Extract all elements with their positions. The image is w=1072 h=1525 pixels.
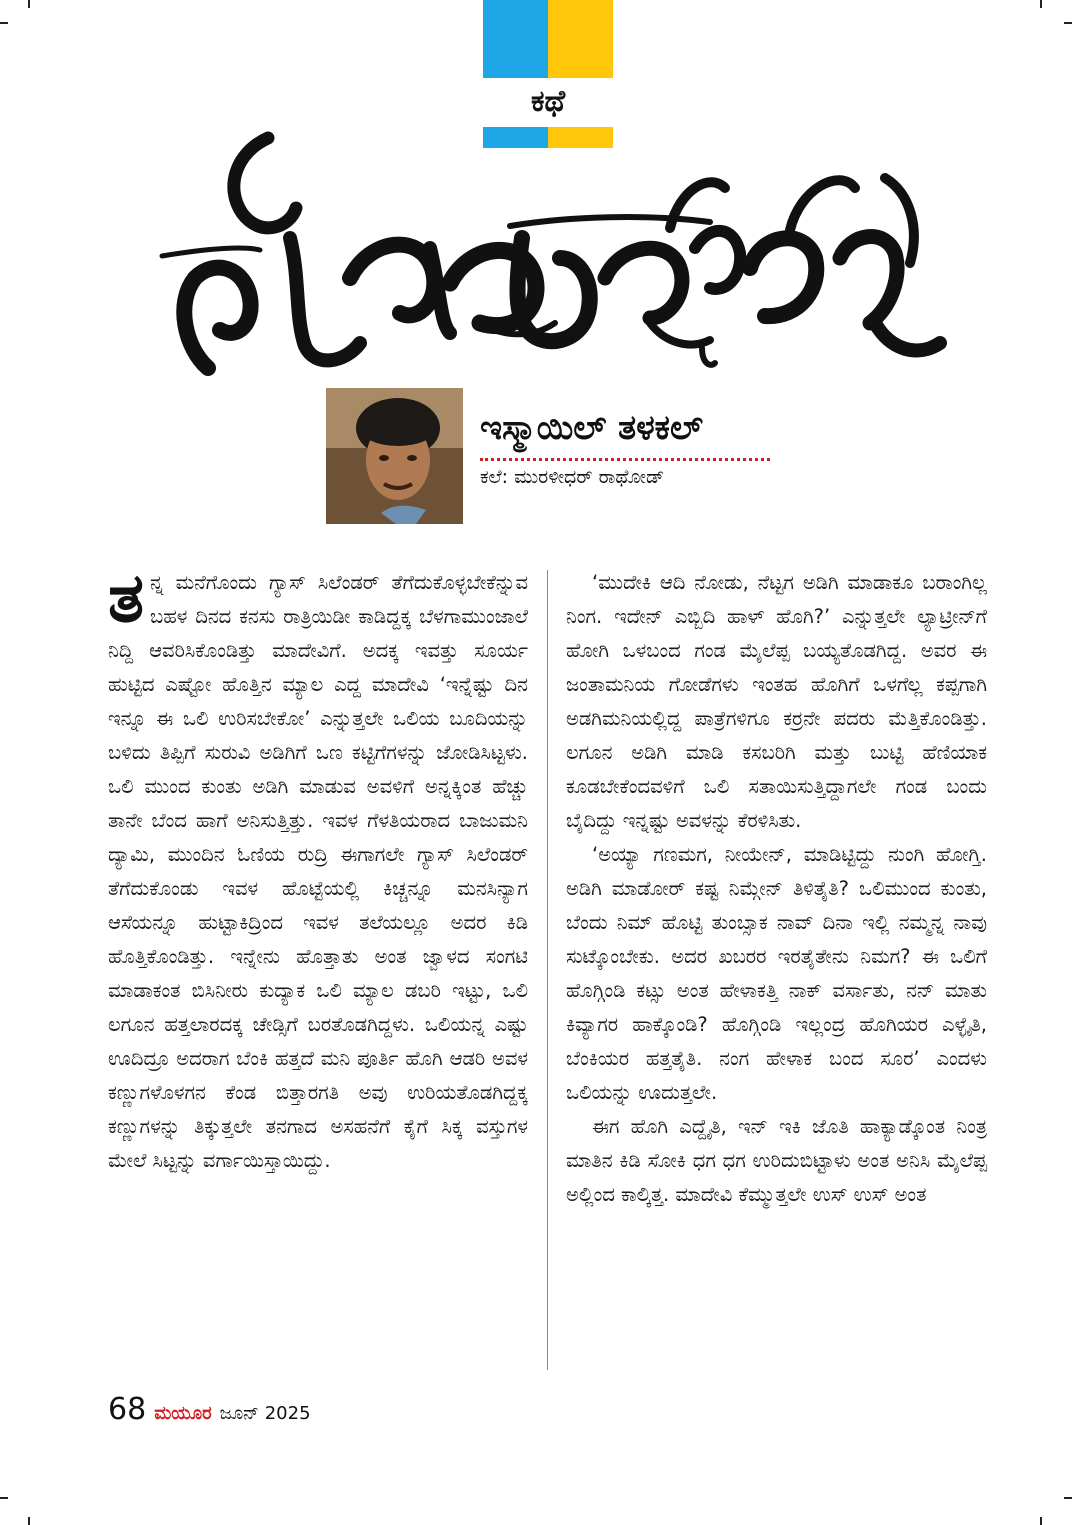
article-paragraph [108, 559, 528, 1178]
magazine-name: ಮಯೂರ [154, 1403, 212, 1424]
crop-mark [1040, 0, 1042, 8]
drop-cap: ತ [108, 559, 145, 638]
illustration-credit: ಕಲೆ: ಮುರಳೀಧರ್ ರಾಥೋಡ್ [480, 466, 665, 488]
author-photo [326, 388, 463, 524]
article-paragraph: ‘ಮುದೇಕಿ ಆದಿ ನೋಡು, ನೆಟ್ಟಗ ಅಡಿಗಿ ಮಾಡಾಕೂ ಬರಾಂಗಿಲ್ಲ ನಿಂಗ. ಇದೇನ್ ಎಬ್ಬಿದಿ ಹಾಳ್ ಹೊಗಿ?’ ಎನ್ನುತ್ತಲೇ ಲ್ಯಾಟ್ರೀನ್‌ಗೆ ಹೋಗಿ ಒಳಬಂದ ಗಂಡ ಮೈಲೆಪ್ಪ ಬಯ್ಯತೊಡಗಿದ್ದ. ಅವರ ಈ ಜಂತಾಮನಿಯ ಗೋಡೆಗಳು ಇಂತಹ ಹೊಗಿಗೆ ಒಳಗೆಲ್ಲ ಕಪ್ಪಗಾಗಿ ಅಡಗಿಮನಿಯಲ್ಲಿದ್ದ ಪಾತ್ರೆಗಳಿಗೂ ಕರ್ರನೇ ಪದರು ಮೆತ್ತಿಕೊಂಡಿತ್ತು. ಲಗೂನ ಅಡಿಗಿ ಮಾಡಿ ಕಸಬರಿಗಿ ಮತ್ತು ಬುಟ್ಟಿ ಹೆಣಿಯಾಕ ಕೂಡಬೇಕೆಂದವಳಿಗೆ ಒಲಿ ಸತಾಯಿಸುತ್ತಿದ್ದಾಗಲೇ ಗಂಡ ಬಂದು ಬೈದಿದ್ದು ಇನ್ನಷ್ಟು ಅವಳನ್ನು ಕೆರಳಿಸಿತು. [566, 571, 987, 832]
crop-mark [28, 0, 30, 8]
author-divider [480, 458, 770, 461]
crop-mark [1064, 22, 1072, 24]
article-paragraph: ಈಗ ಹೊಗಿ ಎದ್ದೈತಿ, ಇನ್ ಇಕಿ ಜೊತಿ ಹಾಕ್ಯಾಡ್ಕೊಂತ ನಿಂತ್ರ ಮಾತಿನ ಕಿಡಿ ಸೋಕಿ ಧಗ ಧಗ ಉರಿದುಬಿಟ್ಟಾಳು ಅಂತ ಅನಿಸಿ ಮೈಲೆಪ್ಪ ಅಲ್ಲಿಂದ ಕಾಲ್ಕಿತ್ತ. ಮಾದೇವಿ ಕೆಮ್ಮುತ್ತಲೇ ಉಸ್ ಉಸ್ ಅಂತ [566, 1115, 987, 1206]
crop-mark [1040, 1517, 1042, 1525]
author-name: ಇಸ್ಮಾಯಿಲ್ ತಳಕಲ್ [480, 408, 704, 448]
article-column-left [108, 559, 528, 1178]
crop-mark [28, 1517, 30, 1525]
article-paragraph: ‘ಅಯ್ಯಾ ಗಣಮಗ, ನೀಯೇನ್, ಮಾಡಿಟ್ಟಿದ್ದು ನುಂಗಿ ಹೋಗ್ತಿ. ಅಡಿಗಿ ಮಾಡೋರ್ ಕಷ್ಟ ನಿಮ್ಗೇನ್ ತಿಳಿತೈತಿ? ಒಲಿಮುಂದ ಕುಂತು, ಬೆಂದು ನಿಮ್ ಹೊಟ್ಟಿ ತುಂಬ್ಸಾಕ ನಾವ್ ದಿನಾ ಇಲ್ಲಿ ನಮ್ಮನ್ನ ನಾವು ಸುಟ್ಕೊಂಬೇಕು. ಅದರ ಖಬರರ ಇರತೈತೇನು ನಿಮಗ? ಈ ಒಲಿಗೆ ಹೊಗ್ಗಿಂಡಿ ಕಟ್ಸು ಅಂತ ಹೇಳಾಕತ್ತಿ ನಾಕ್ ವರ್ಸಾತು, ನನ್ ಮಾತು ಕಿವ್ಯಾಗರ ಹಾಕ್ಕೊಂಡಿ? ಹೊಗ್ಗಿಂಡಿ ಇಲ್ಲಂದ್ರ ಹೊಗಿಯರ ಎಳ್ಳೈತಿ, ಬೆಂಕಿಯರ ಹತ್ತತೈತಿ. ನಂಗ ಹೇಳಾಕ ಬಂದ ಸೂರ’ ಎಂದಳು ಒಲಿಯನ್ನು ಊದುತ್ತಲೇ. [566, 843, 987, 1104]
paragraph-text: ನ್ನ ಮನೆಗೊಂದು ಗ್ಯಾಸ್ ಸಿಲೆಂಡರ್ ತೆಗೆದುಕೊಳ್ಳಬೇಕೆನ್ನುವ ಬಹಳ ದಿನದ ಕನಸು ರಾತ್ರಿಯಿಡೀ ಕಾಡಿದ್ದಕ್ಕ ಬೆಳಗಾಮುಂಜಾಲೆ ನಿದ್ದಿ ಆವರಿಸಿಕೊಂಡಿತ್ತು ಮಾದೇವಿಗೆ. ಅದಕ್ಕ ಇವತ್ತು ಸೂರ್ಯ ಹುಟ್ಟಿದ ಎಷ್ಟೋ ಹೊತ್ತಿನ ಮ್ಯಾಲ ಎದ್ದ ಮಾದೇವಿ ‘ಇನ್ನೆಷ್ಟು ದಿನ ಇನ್ನೂ ಈ ಒಲಿ ಉರಿಸಬೇಕೋ’ ಎನ್ನುತ್ತಲೇ ಒಲಿಯ ಬೂದಿಯನ್ನು ಬಳಿದು ತಿಪ್ಪಿಗೆ ಸುರುವಿ ಅಡಿಗಿಗೆ ಒಣ ಕಟ್ಟಿಗೆಗಳನ್ನು ಜೋಡಿಸಿಟ್ಟಳು. ಒಲಿ ಮುಂದ ಕುಂತು ಅಡಿಗಿ ಮಾಡುವ ಅವಳಿಗೆ ಅನ್ನಕ್ಕಿಂತ ಹೆಚ್ಚು ತಾನೇ ಬೆಂದ ಹಾಗೆ ಅನಿಸುತ್ತಿತ್ತು. ಇವಳ ಗೆಳತಿಯರಾದ ಬಾಜುಮನಿ ದ್ಯಾಮಿ, ಮುಂದಿನ ಓಣಿಯ ರುದ್ರಿ ಈಗಾಗಲೇ ಗ್ಯಾಸ್ ಸಿಲೆಂಡರ್ ತೆಗೆದುಕೊಂಡು ಇವಳ ಹೊಟ್ಟೆಯಲ್ಲಿ ಕಿಚ್ಚನ್ನೂ ಮನಸಿನ್ಯಾಗ ಆಸೆಯನ್ನೂ ಹುಟ್ಟಾಕಿದ್ರಿಂದ ಇವಳ ತಲೆಯಲ್ಲೂ ಅದರ ಕಿಡಿ ಹೊತ್ತಿಕೊಂಡಿತ್ತು. ಇನ್ನೇನು ಹೊತ್ತಾತು ಅಂತ ಜ್ವಾಳದ ಸಂಗಟಿ ಮಾಡಾಕಂತ ಬಿಸಿನೀರು ಕುದ್ಯಾಕ ಒಲಿ ಮ್ಯಾಲ ಡಬರಿ ಇಟ್ಟು, ಒಲಿ ಲಗೂನ ಹತ್ತಲಾರದಕ್ಕ ಚೇಡ್ಸಿಗೆ ಬರತೊಡಗಿದ್ದಳು. ಒಲಿಯನ್ನ ಎಷ್ಟು ಊದಿದ್ರೂ ಅದರಾಗ ಬೆಂಕಿ ಹತ್ತದೆ ಮನಿ ಪೂರ್ತಿ ಹೊಗಿ ಆಡರಿ ಅವಳ ಕಣ್ಣುಗಳೊಳಗನ ಕೆಂಡ ಬಿತ್ತಾರಗತಿ ಅವು ಉರಿಯತೊಡಗಿದ್ದಕ್ಕ ಕಣ್ಣುಗಳನ್ನು ತಿಕ್ಕುತ್ತಲೇ ತನಗಾದ ಅಸಹನೆಗೆ ಕೈಗೆ ಸಿಕ್ಕ ವಸ್ತುಗಳ ಮೇಲೆ ಸಿಟ್ಟನ್ನು ವರ್ಗಾಯಿಸ್ತಾಯಿದ್ದು. [108, 571, 528, 1172]
column-divider [547, 570, 548, 1370]
page-footer [108, 1392, 311, 1427]
story-title-calligraphy [150, 118, 950, 388]
section-tag-label: ಕಥೆ [530, 84, 566, 119]
issue-date: ಜೂನ್ 2025 [219, 1403, 311, 1424]
section-tag-bar [483, 0, 613, 78]
page-number: 68 [108, 1392, 147, 1427]
crop-mark [0, 22, 8, 24]
crop-mark [1064, 1497, 1072, 1499]
crop-mark [0, 1497, 8, 1499]
article-column-right [566, 566, 987, 1212]
